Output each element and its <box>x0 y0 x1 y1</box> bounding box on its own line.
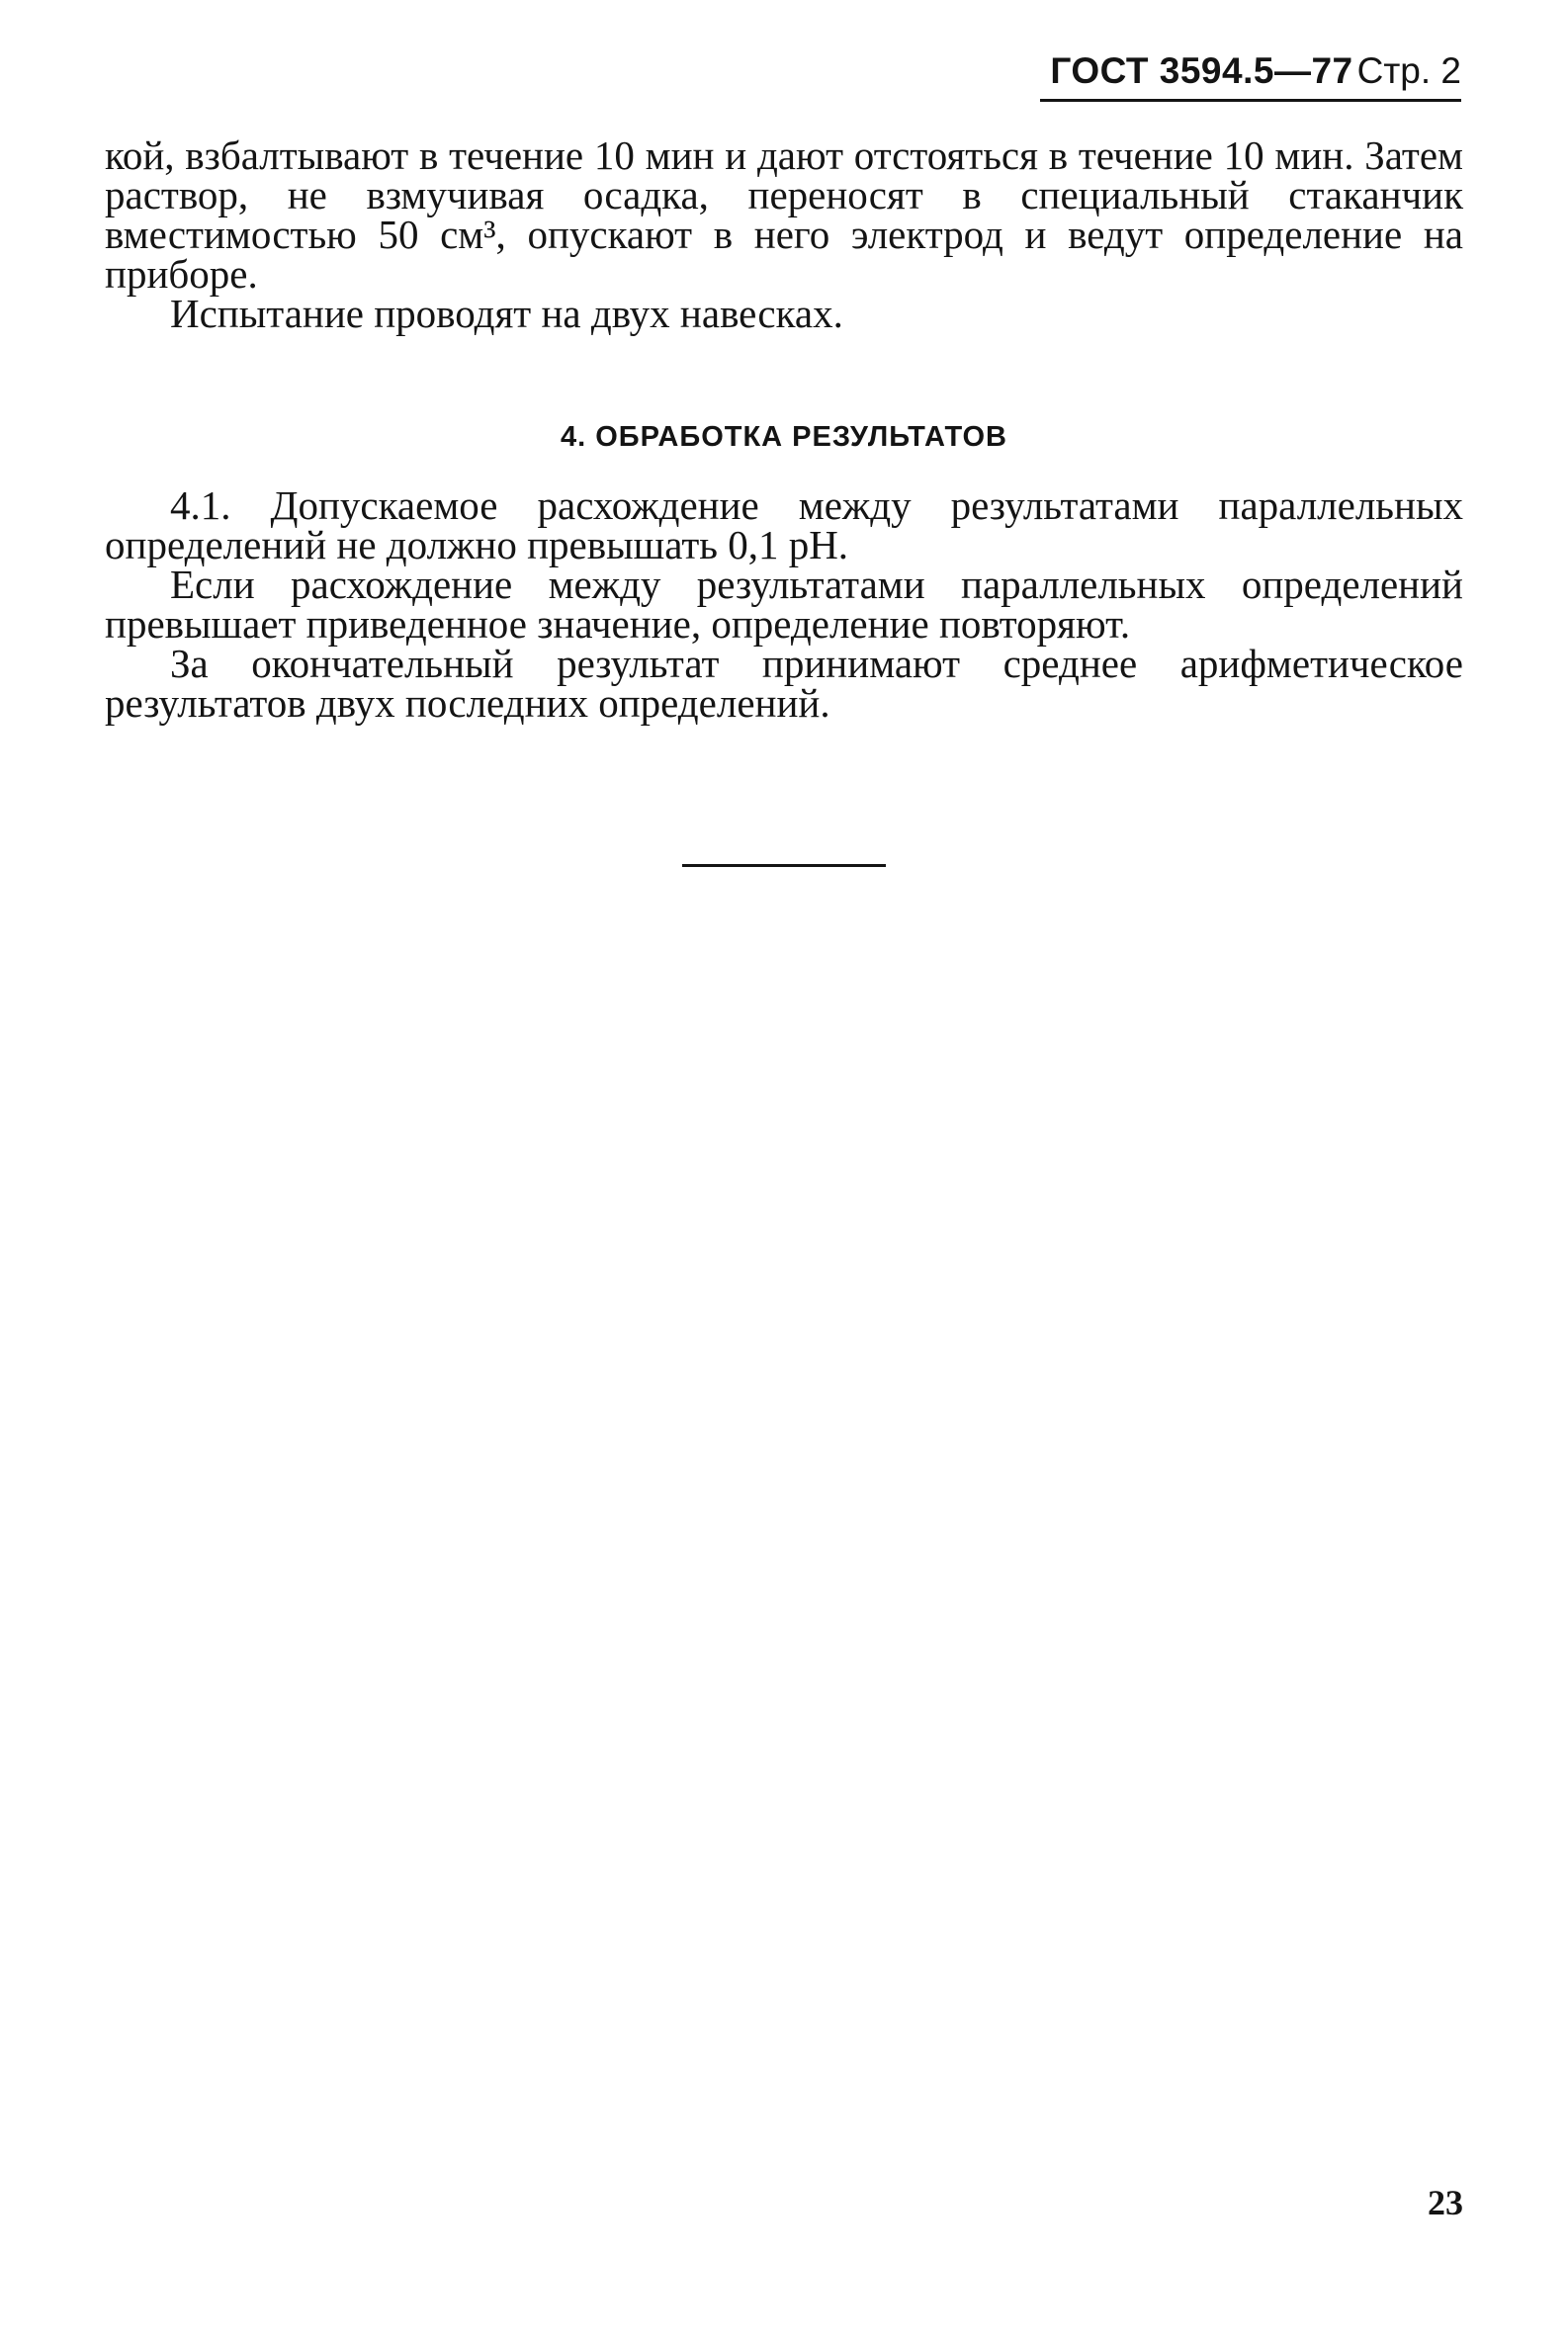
intro-paragraph-test: Испытание проводят на двух навесках. <box>170 291 843 336</box>
header-rule <box>1040 99 1461 102</box>
page-number: 23 <box>1428 2183 1463 2222</box>
intro-text <box>105 132 1463 336</box>
clause-4-1: 4.1. Допускаемое расхождение между результатами параллельных определений не должно превышать 0,1 pH. <box>105 482 1463 567</box>
clause-final-result: За окончательный результат принимают среднее арифметическое результатов двух последних определений. <box>105 641 1463 726</box>
section-heading: 4. ОБРАБОТКА РЕЗУЛЬТАТОВ <box>560 421 1008 453</box>
running-header <box>1038 47 1461 103</box>
intro-paragraph-continued: кой, взбалтывают в течение 10 мин и дают отстояться в течение 10 мин. Затем раствор, не взмучивая осадка, переносят в специальный стаканчик вместимостью 50 см³, опускают в него электрод и ведут определение на приборе. <box>105 132 1463 297</box>
end-of-text-rule <box>682 864 886 867</box>
clause-repeat-rule: Если расхождение между результатами параллельных определений превышает приведенное значение, определение повторяют. <box>105 562 1463 647</box>
header-page-label: Стр. 2 <box>1356 50 1461 91</box>
standard-number: ГОСТ 3594.5—77 <box>1050 50 1353 91</box>
section-body <box>105 482 1463 726</box>
